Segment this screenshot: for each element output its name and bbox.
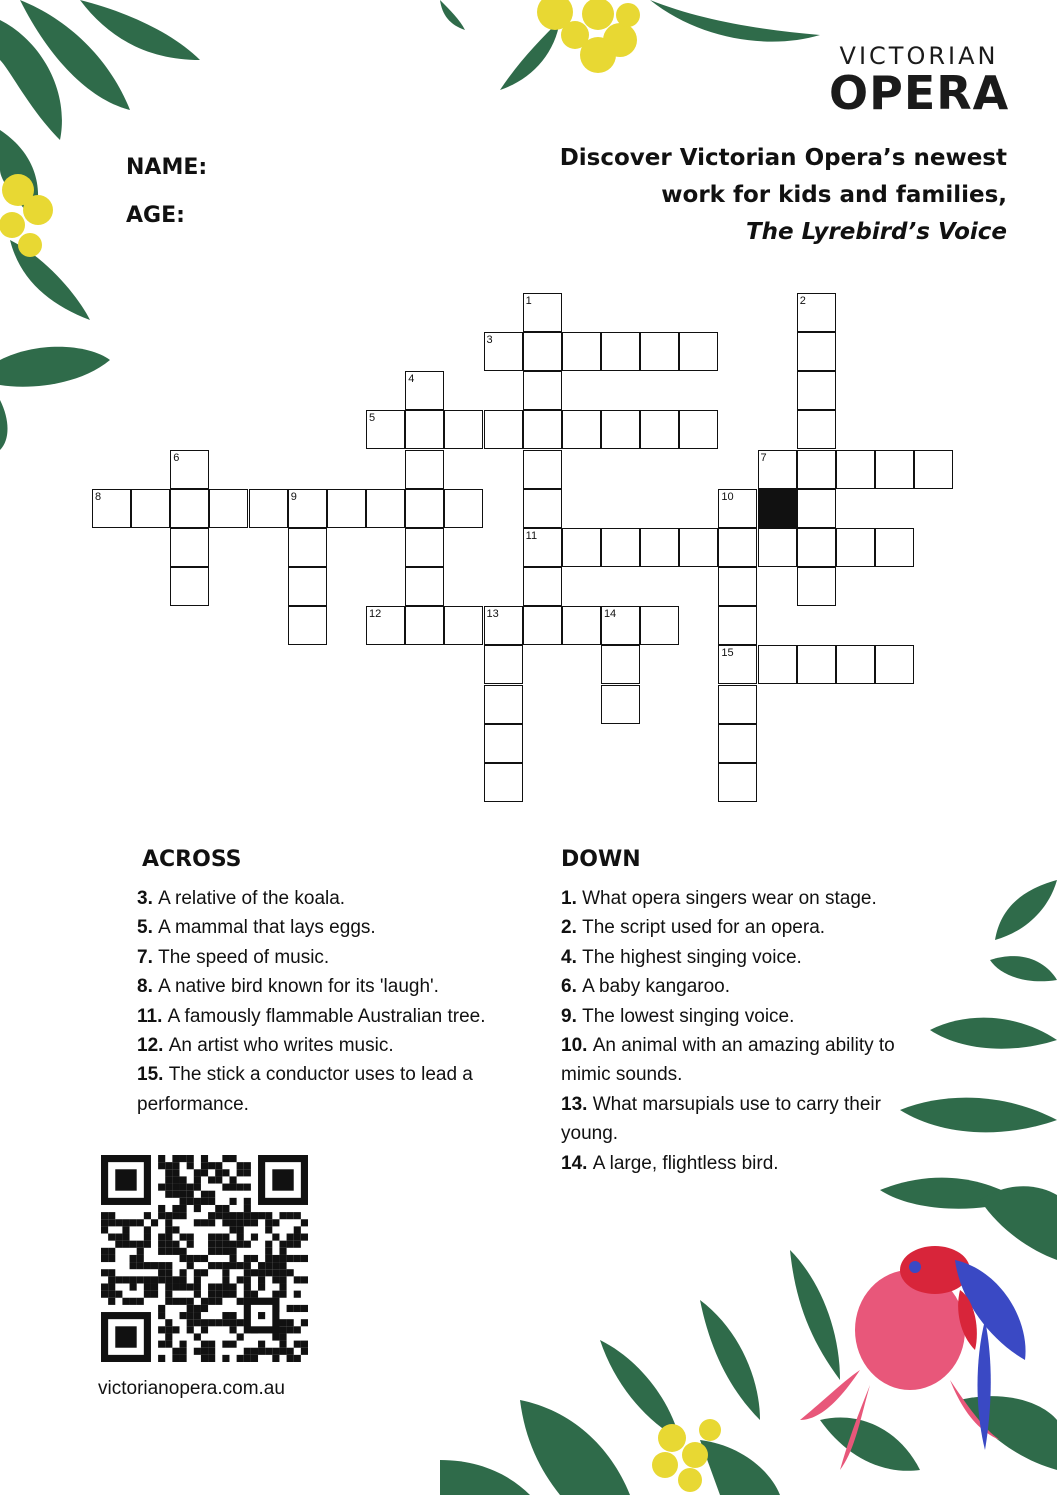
- crossword-cell[interactable]: [405, 371, 444, 410]
- clue-item: [137, 943, 527, 972]
- clue-item-number: 10.: [561, 1035, 593, 1057]
- crossword-cell[interactable]: [523, 450, 562, 489]
- crossword-cell[interactable]: [523, 371, 562, 410]
- crossword-cell[interactable]: [875, 528, 914, 567]
- clue-number: 5: [369, 412, 376, 425]
- crossword-cell[interactable]: [797, 371, 836, 410]
- crossword-cell[interactable]: [523, 489, 562, 528]
- crossword-cell[interactable]: [718, 489, 757, 528]
- crossword-cell[interactable]: [405, 410, 444, 449]
- crossword-cell[interactable]: [288, 606, 327, 645]
- clue-item-text: A baby kangaroo.: [582, 976, 731, 998]
- clue-item-text: The script used for an opera.: [582, 917, 826, 939]
- clue-item: [561, 1149, 916, 1178]
- down-heading: DOWN: [561, 847, 641, 872]
- crossword-cell[interactable]: [875, 450, 914, 489]
- logo-line2: OPERA: [829, 66, 1010, 120]
- crossword-cell[interactable]: [601, 606, 640, 645]
- tagline-line1: Discover Victorian Opera’s newest: [559, 145, 1007, 171]
- clue-item: [137, 913, 527, 942]
- crossword-cell[interactable]: [601, 332, 640, 371]
- clue-item-number: 8.: [137, 976, 159, 998]
- crossword-cell[interactable]: [170, 528, 209, 567]
- crossword-cell[interactable]: [718, 685, 757, 724]
- crossword-cell[interactable]: [601, 410, 640, 449]
- crossword-cell[interactable]: [679, 332, 718, 371]
- crossword-cell[interactable]: [718, 606, 757, 645]
- clue-item-text: The lowest singing voice.: [582, 1005, 795, 1027]
- clue-number: 11: [525, 529, 538, 542]
- name-label: NAME:: [126, 155, 208, 180]
- crossword-cell[interactable]: [131, 489, 170, 528]
- qr-code-icon[interactable]: [101, 1155, 308, 1362]
- crossword-cell[interactable]: [797, 410, 836, 449]
- clue-item: [561, 884, 916, 913]
- clue-item-number: 2.: [561, 917, 583, 939]
- clue-item-text: The highest singing voice.: [582, 946, 802, 968]
- clue-item-number: 11.: [137, 1005, 168, 1027]
- crossword-cell[interactable]: [170, 567, 209, 606]
- clue-number: 4: [408, 373, 415, 386]
- crossword-cell[interactable]: [875, 645, 914, 684]
- clue-item-number: 7.: [137, 946, 159, 968]
- crossword-cell[interactable]: [640, 332, 679, 371]
- clue-item: [561, 1002, 916, 1031]
- crossword-cell[interactable]: [679, 410, 718, 449]
- age-label: AGE:: [126, 203, 185, 228]
- clue-item: [137, 1060, 527, 1119]
- crossword-cell[interactable]: [562, 332, 601, 371]
- crossword-cell[interactable]: [562, 606, 601, 645]
- crossword-cell[interactable]: [601, 645, 640, 684]
- crossword-cell[interactable]: [797, 450, 836, 489]
- clue-item-text: A famously flammable Australian tree.: [167, 1005, 486, 1027]
- crossword-cell[interactable]: [562, 410, 601, 449]
- crossword-cell[interactable]: [444, 606, 483, 645]
- crossword-cell[interactable]: [484, 763, 523, 802]
- clue-item: [561, 972, 916, 1001]
- clue-number: 3: [486, 334, 493, 347]
- clue-item-text: An artist who writes music.: [168, 1035, 394, 1057]
- clue-item-number: 14.: [561, 1152, 593, 1174]
- crossword-cell[interactable]: [718, 645, 757, 684]
- clue-number: 1: [525, 295, 532, 307]
- crossword-cell[interactable]: [640, 606, 679, 645]
- clue-number: 7: [760, 451, 767, 464]
- tagline: [560, 140, 1007, 251]
- across-heading: ACROSS: [142, 847, 242, 872]
- clue-item-text: A mammal that lays eggs.: [158, 917, 376, 939]
- crossword-cell[interactable]: [484, 606, 523, 645]
- crossword-cell[interactable]: [327, 489, 366, 528]
- clue-number: 8: [95, 490, 102, 503]
- crossword-cell[interactable]: [444, 489, 483, 528]
- crossword-cell[interactable]: [444, 410, 483, 449]
- clue-item-number: 9.: [561, 1005, 583, 1027]
- clue-number: 2: [799, 295, 806, 307]
- crossword-cell[interactable]: [836, 450, 875, 489]
- clue-item-number: 5.: [137, 917, 159, 939]
- crossword-cell[interactable]: [640, 410, 679, 449]
- crossword-cell[interactable]: [718, 528, 757, 567]
- crossword-cell[interactable]: [484, 332, 523, 371]
- crossword-cell[interactable]: [484, 645, 523, 684]
- crossword-cell[interactable]: [797, 567, 836, 606]
- crossword-cell[interactable]: [523, 528, 562, 567]
- crossword-cell[interactable]: [797, 645, 836, 684]
- clue-item-text: A native bird known for its 'laugh'.: [158, 976, 439, 998]
- clue-item: [137, 972, 527, 1001]
- crossword-cell[interactable]: [718, 567, 757, 606]
- clue-number: 15: [721, 647, 734, 660]
- crossword-cell[interactable]: [92, 489, 131, 528]
- crossword-cell[interactable]: [836, 528, 875, 567]
- clue-item: [137, 884, 527, 913]
- crossword-cell[interactable]: [405, 450, 444, 489]
- crossword-cell[interactable]: [758, 645, 797, 684]
- tagline-title: The Lyrebird’s Voice: [745, 219, 1007, 245]
- crossword-cell[interactable]: [209, 489, 248, 528]
- clue-item-number: 1.: [561, 888, 583, 909]
- clue-item-number: 13.: [561, 1093, 593, 1115]
- clue-item-number: 6.: [561, 976, 583, 998]
- crossword-cell[interactable]: [288, 489, 327, 528]
- clue-number: 13: [486, 608, 499, 621]
- crossword-cell[interactable]: [523, 567, 562, 606]
- crossword-cell[interactable]: [288, 528, 327, 567]
- crossword-cell[interactable]: [562, 528, 601, 567]
- clue-item-text: The speed of music.: [158, 946, 330, 968]
- crossword-cell[interactable]: [484, 724, 523, 763]
- clue-item-number: 12.: [137, 1035, 169, 1057]
- crossword-cell[interactable]: [288, 567, 327, 606]
- down-clues: [561, 884, 916, 1178]
- crossword-cell[interactable]: [797, 489, 836, 528]
- crossword-cell[interactable]: [718, 763, 757, 802]
- crossword-cell[interactable]: [679, 528, 718, 567]
- crossword-cell[interactable]: [758, 450, 797, 489]
- clue-number: 10: [721, 490, 734, 503]
- clue-item: [561, 913, 916, 942]
- crossword-cell[interactable]: [366, 410, 405, 449]
- clue-item: [561, 943, 916, 972]
- crossword-cell[interactable]: [758, 528, 797, 567]
- clue-item: [137, 1002, 527, 1031]
- crossword-cell[interactable]: [601, 685, 640, 724]
- clue-item-text: What opera singers wear on stage.: [582, 888, 877, 909]
- crossword-cell[interactable]: [170, 450, 209, 489]
- clue-item-text: What marsupials use to carry their young.: [561, 1093, 881, 1145]
- crossword-cell[interactable]: [836, 645, 875, 684]
- crossword-cell[interactable]: [797, 332, 836, 371]
- crossword-cell[interactable]: [797, 293, 836, 332]
- clue-item: [561, 1031, 916, 1090]
- clue-number: 9: [290, 490, 297, 503]
- clue-item: [561, 1090, 916, 1149]
- crossword-cell[interactable]: [366, 606, 405, 645]
- crossword-cell[interactable]: [914, 450, 953, 489]
- crossword-cell[interactable]: [523, 410, 562, 449]
- crossword-cell[interactable]: [405, 489, 444, 528]
- logo-line1: VICTORIAN: [839, 42, 999, 70]
- crossword-cell[interactable]: [405, 567, 444, 606]
- clue-item-text: A relative of the koala.: [158, 888, 346, 909]
- clue-item-number: 3.: [137, 888, 159, 909]
- crossword-cell[interactable]: [523, 332, 562, 371]
- clue-item: [137, 1031, 527, 1060]
- black-square: [758, 489, 797, 528]
- crossword-cell[interactable]: [523, 293, 562, 332]
- across-clues: [137, 884, 527, 1119]
- crossword-cell[interactable]: [405, 606, 444, 645]
- crossword-cell[interactable]: [170, 489, 209, 528]
- crossword-cell[interactable]: [405, 528, 444, 567]
- clue-item-text: The stick a conductor uses to lead a performance.: [137, 1064, 473, 1115]
- clue-number: 12: [369, 608, 382, 621]
- clue-item-text: A large, flightless bird.: [592, 1152, 779, 1174]
- website-link[interactable]: victorianopera.com.au: [98, 1378, 285, 1399]
- clue-number: 14: [603, 608, 617, 621]
- clue-item-number: 4.: [561, 946, 583, 968]
- crossword-cell[interactable]: [366, 489, 405, 528]
- tagline-line2: work for kids and families,: [661, 182, 1007, 208]
- clue-number: 6: [173, 451, 180, 464]
- clue-item-number: 15.: [137, 1064, 169, 1086]
- crossword-cell[interactable]: [249, 489, 288, 528]
- crossword-cell[interactable]: [797, 528, 836, 567]
- crossword-cell[interactable]: [718, 724, 757, 763]
- crossword-cell[interactable]: [484, 685, 523, 724]
- crossword-cell[interactable]: [523, 606, 562, 645]
- victorian-opera-logo: [829, 42, 1009, 120]
- crossword-cell[interactable]: [484, 410, 523, 449]
- crossword-cell[interactable]: [640, 528, 679, 567]
- crossword-cell[interactable]: [601, 528, 640, 567]
- clue-item-text: An animal with an amazing ability to mimic sounds.: [561, 1035, 895, 1086]
